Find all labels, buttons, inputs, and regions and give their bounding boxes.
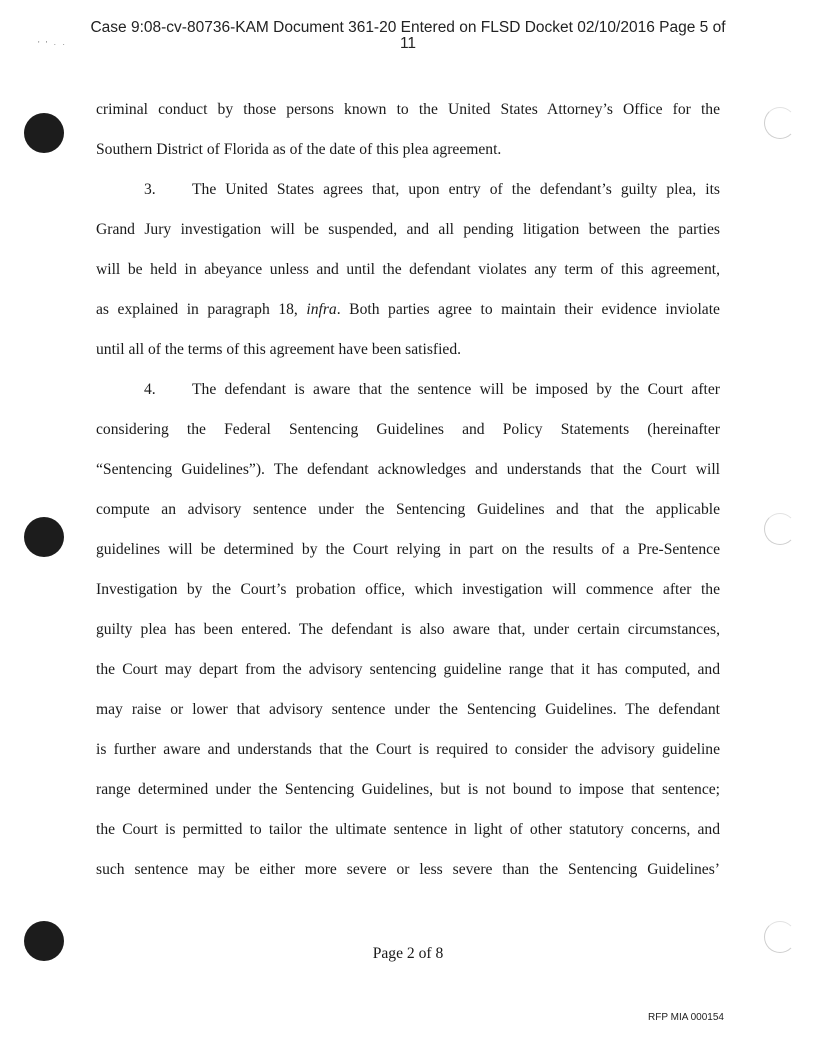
- paragraph-number: 4.: [144, 381, 156, 398]
- text-line: guilty plea has been entered. The defendant is also aware that, under certain circumstances,: [96, 621, 720, 638]
- text-line: compute an advisory sentence under the Sentencing Guidelines and that the applicable: [96, 501, 720, 518]
- paragraph-number: 3.: [144, 181, 156, 198]
- text-line-with-italic: [96, 295, 720, 335]
- text-line: range determined under the Sentencing Guidelines, but is not bound to impose that sentence;: [96, 781, 720, 798]
- text-line: the Court may depart from the advisory sentencing guideline range that it has computed, and: [96, 661, 720, 678]
- text-line: Grand Jury investigation will be suspended, and all pending litigation between the parties: [96, 221, 720, 238]
- docket-header: [0, 20, 816, 52]
- text-line: such sentence may be either more severe or less severe than the Sentencing Guidelines’: [96, 861, 720, 878]
- punch-hole: [24, 517, 64, 557]
- text-line: guidelines will be determined by the Court relying in part on the results of a Pre-Sentence: [96, 541, 720, 558]
- text-line: until all of the terms of this agreement have been satisfied.: [96, 341, 462, 358]
- text-line: considering the Federal Sentencing Guidelines and Policy Statements (hereinafter: [96, 421, 720, 438]
- punch-hole: [24, 113, 64, 153]
- text-line: The defendant is aware that the sentence will be imposed by the Court after: [192, 381, 720, 398]
- paragraph-3-first-line: [96, 175, 720, 215]
- document-body: [96, 95, 720, 895]
- text-line: “Sentencing Guidelines”). The defendant acknowledges and understands that the Court will: [96, 461, 720, 478]
- punch-hole-ghost: [764, 513, 796, 545]
- docket-header-line2: 11: [399, 35, 417, 52]
- page-number: Page 2 of 8: [372, 945, 444, 962]
- bates-number: RFP MIA 000154: [648, 1012, 724, 1023]
- scan-marks: ' ' · ·: [38, 40, 68, 49]
- text-line: criminal conduct by those persons known to the United States Attorney’s Office for the: [96, 101, 720, 118]
- text-segment: . Both parties agree to maintain their evidence inviolate: [336, 301, 720, 318]
- text-line: The United States agrees that, upon entry of the defendant’s guilty plea, its: [192, 181, 720, 198]
- paragraph-4-first-line: [96, 375, 720, 415]
- docket-header-line1: Case 9:08-cv-80736-KAM Document 361-20 Entered on FLSD Docket 02/10/2016 Page 5 of: [90, 19, 726, 36]
- text-line: Investigation by the Court’s probation office, which investigation will commence after the: [96, 581, 720, 598]
- text-line: is further aware and understands that the Court is required to consider the advisory guideline: [96, 741, 720, 758]
- italic-term: infra: [306, 301, 337, 318]
- punch-hole-ghost: [764, 107, 796, 139]
- text-line: the Court is permitted to tailor the ultimate sentence in light of other statutory concerns, and: [96, 821, 720, 838]
- text-line: Southern District of Florida as of the date of this plea agreement.: [96, 141, 502, 158]
- text-segment: as explained in paragraph 18,: [96, 301, 307, 318]
- text-line: will be held in abeyance unless and until the defendant violates any term of this agreement,: [96, 261, 720, 278]
- text-line: may raise or lower that advisory sentence under the Sentencing Guidelines. The defendant: [96, 701, 720, 718]
